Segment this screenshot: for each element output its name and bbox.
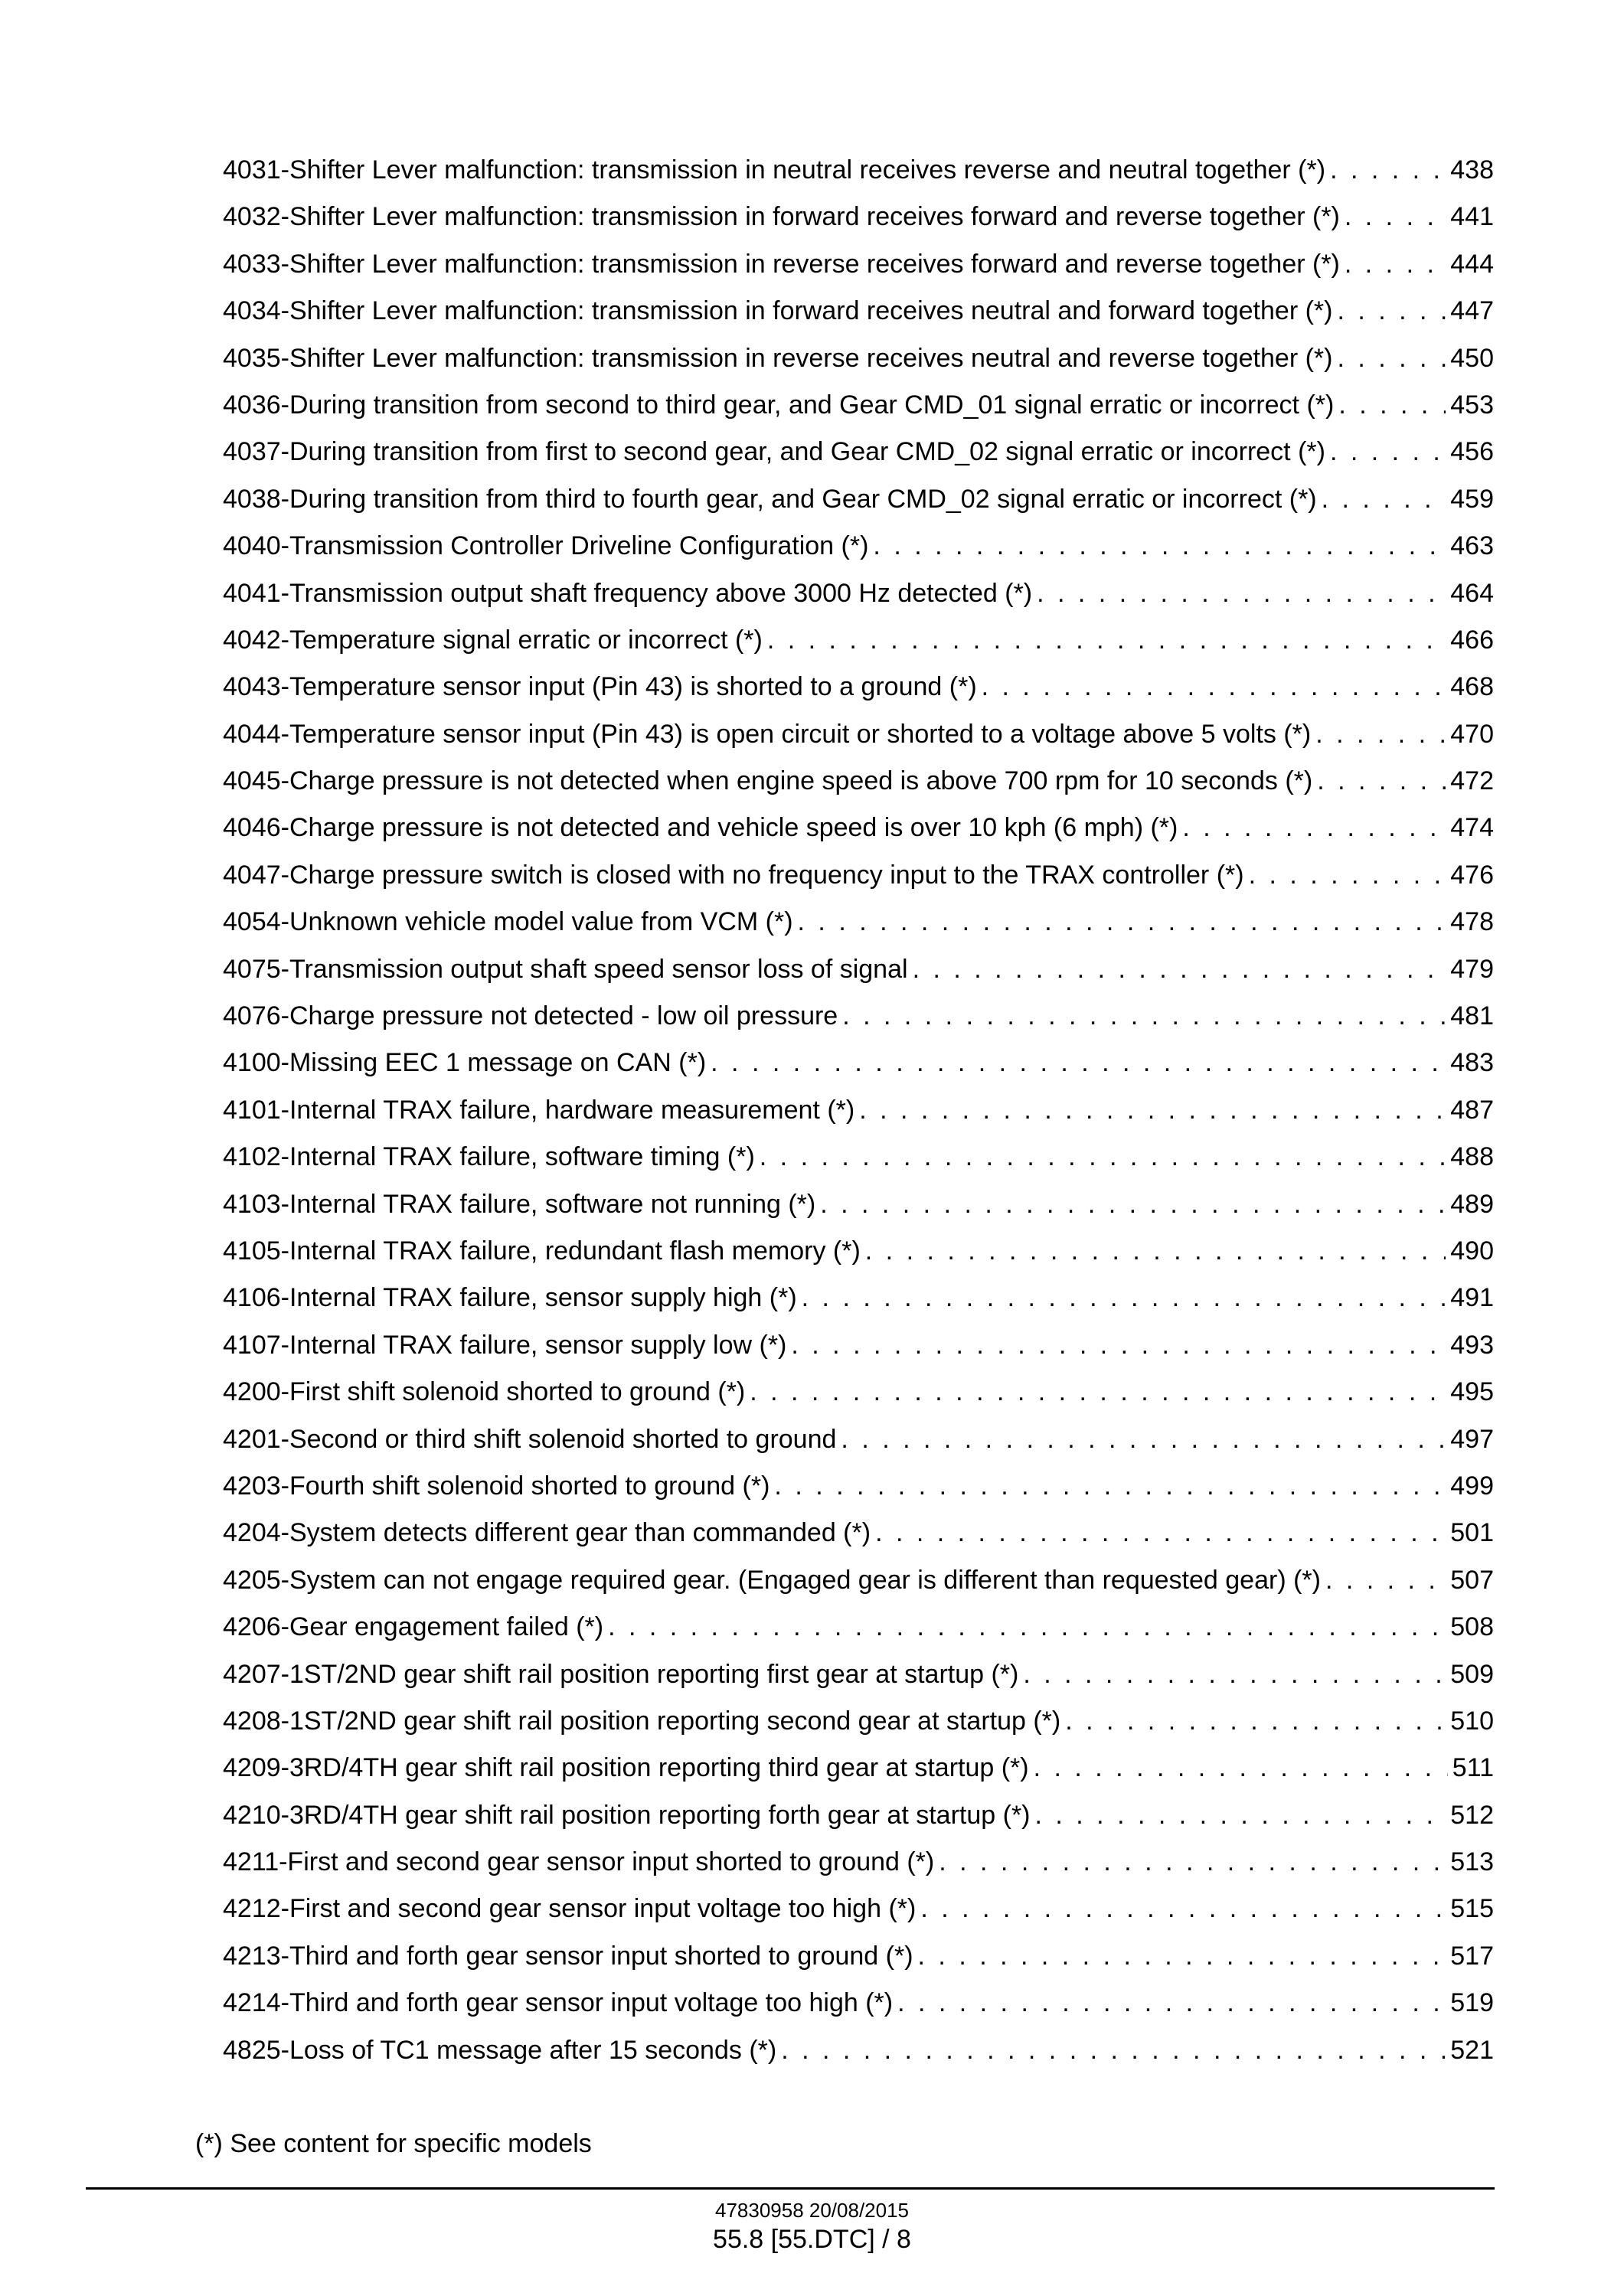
toc-entry-title: 4043-Temperature sensor input (Pin 43) is shorted to a ground (*) [223, 672, 977, 702]
toc-entry[interactable] [223, 147, 1494, 194]
toc-entry[interactable] [223, 1651, 1494, 1698]
toc-entry-page: 450 [1450, 343, 1494, 373]
toc-entry-title: 4037-During transition from first to second gear, and Gear CMD_02 signal erratic or incorrect (*) [223, 437, 1325, 467]
toc-entry[interactable] [223, 1322, 1494, 1369]
toc-entry-page: 459 [1450, 484, 1494, 514]
toc-entry-page: 478 [1450, 907, 1494, 937]
toc-entry[interactable] [223, 1228, 1494, 1275]
toc-entry[interactable] [223, 2027, 1494, 2074]
toc-entry[interactable] [223, 1369, 1494, 1416]
toc-entry-page: 517 [1450, 1941, 1494, 1971]
dot-leader [1065, 1698, 1446, 1745]
footer-page-number: 55.8 [55.DTC] / 8 [713, 2225, 911, 2254]
toc-entry[interactable] [223, 194, 1494, 240]
toc-entry[interactable] [223, 570, 1494, 617]
toc-entry[interactable] [223, 758, 1494, 805]
toc-entry-title: 4102-Internal TRAX failure, software timing (*) [223, 1142, 755, 1172]
toc-entry[interactable] [223, 1416, 1494, 1463]
dot-leader [1330, 429, 1446, 475]
toc-entry-page: 501 [1450, 1518, 1494, 1548]
dot-leader [859, 1087, 1446, 1134]
toc-entry-page: 468 [1450, 672, 1494, 702]
toc-entry-page: 483 [1450, 1048, 1494, 1078]
toc-entry-page: 509 [1450, 1659, 1494, 1689]
toc-entry-title: 4209-3RD/4TH gear shift rail position reporting third gear at startup (*) [223, 1753, 1029, 1783]
toc-entry-page: 497 [1450, 1424, 1494, 1454]
toc-entry-title: 4211-First and second gear sensor input shorted to ground (*) [223, 1847, 935, 1877]
dot-leader [760, 1134, 1446, 1181]
toc-entry[interactable] [223, 1087, 1494, 1134]
toc-entry-page: 441 [1450, 202, 1494, 232]
dot-leader [1322, 476, 1446, 523]
toc-entry[interactable] [223, 1463, 1494, 1510]
toc-entry[interactable] [223, 1604, 1494, 1651]
toc-entry[interactable] [223, 1510, 1494, 1556]
dot-leader [798, 899, 1446, 946]
toc-entry[interactable] [223, 523, 1494, 570]
toc-entry-title: 4054-Unknown vehicle model value from VCM (*) [223, 907, 793, 937]
toc-entry-title: 4210-3RD/4TH gear shift rail position reporting forth gear at startup (*) [223, 1800, 1031, 1830]
toc-entry[interactable] [223, 617, 1494, 664]
dot-leader [1345, 241, 1446, 288]
toc-entry[interactable] [223, 1886, 1494, 1932]
dot-leader [939, 1839, 1446, 1886]
toc-entry-title: 4208-1ST/2ND gear shift rail position reporting second gear at startup (*) [223, 1706, 1061, 1736]
toc-entry-page: 499 [1450, 1471, 1494, 1501]
dot-leader [1035, 1792, 1446, 1839]
toc-entry-page: 508 [1450, 1612, 1494, 1642]
dot-leader [711, 1040, 1446, 1086]
toc-entry-page: 519 [1450, 1988, 1494, 2018]
toc-entry[interactable] [223, 993, 1494, 1040]
dot-leader [820, 1181, 1446, 1228]
toc-entry[interactable] [223, 1181, 1494, 1228]
toc-entry-title: 4204-System detects different gear than commanded (*) [223, 1518, 871, 1548]
toc-entry-page: 453 [1450, 390, 1494, 420]
toc-entry-page: 481 [1450, 1001, 1494, 1031]
dot-leader [1338, 382, 1446, 429]
toc-entry-page: 466 [1450, 625, 1494, 655]
toc-entry-page: 493 [1450, 1330, 1494, 1360]
toc-entry-page: 507 [1450, 1565, 1494, 1595]
toc-entry-title: 4046-Charge pressure is not detected and vehicle speed is over 10 kph (6 mph) (*) [223, 813, 1178, 843]
dot-leader [781, 2027, 1446, 2074]
toc-entry[interactable] [223, 288, 1494, 335]
toc-entry[interactable] [223, 1980, 1494, 2027]
toc-entry-title: 4035-Shifter Lever malfunction: transmission in reverse receives neutral and reverse together (*) [223, 343, 1333, 373]
dot-leader [873, 523, 1446, 570]
toc-entry-title: 4040-Transmission Controller Driveline Configuration (*) [223, 531, 869, 561]
toc-entry-title: 4034-Shifter Lever malfunction: transmission in forward receives neutral and forward together (*) [223, 296, 1333, 326]
toc-entry-page: 476 [1450, 860, 1494, 890]
toc-entry-title: 4045-Charge pressure is not detected when engine speed is above 700 rpm for 10 seconds (*) [223, 766, 1313, 796]
toc-entry-title: 4206-Gear engagement failed (*) [223, 1612, 604, 1642]
dot-leader [897, 1980, 1446, 2027]
dot-leader [791, 1322, 1446, 1369]
toc-entry-page: 510 [1450, 1706, 1494, 1736]
dot-leader [1249, 852, 1446, 899]
toc-entry-title: 4100-Missing EEC 1 message on CAN (*) [223, 1048, 707, 1078]
dot-leader [1337, 288, 1446, 335]
toc-entry[interactable] [223, 1557, 1494, 1604]
toc-entry-title: 4076-Charge pressure not detected - low oil pressure [223, 1001, 838, 1031]
toc-entry-page: 491 [1450, 1283, 1494, 1313]
toc-entry-title: 4033-Shifter Lever malfunction: transmission in reverse receives forward and reverse together (*) [223, 249, 1340, 279]
dot-leader [913, 946, 1446, 993]
toc-entry[interactable] [223, 711, 1494, 758]
toc-entry[interactable] [223, 1698, 1494, 1745]
toc-entry-title: 4200-First shift solenoid shorted to ground (*) [223, 1377, 746, 1407]
dot-leader [1325, 1557, 1446, 1604]
toc-entry[interactable] [223, 1040, 1494, 1086]
toc-entry[interactable] [223, 335, 1494, 382]
toc-entry[interactable] [223, 664, 1494, 710]
dot-leader [802, 1275, 1446, 1321]
toc-entry-title: 4042-Temperature signal erratic or incorrect (*) [223, 625, 763, 655]
dot-leader [918, 1933, 1446, 1980]
toc-entry-page: 511 [1452, 1753, 1494, 1783]
toc-entry-title: 4032-Shifter Lever malfunction: transmission in forward receives forward and reverse together (*) [223, 202, 1340, 232]
toc-entry-title: 4047-Charge pressure switch is closed with no frequency input to the TRAX controller (*) [223, 860, 1244, 890]
toc-entry-title: 4038-During transition from third to fourth gear, and Gear CMD_02 signal erratic or incorrect (*) [223, 484, 1317, 514]
dot-leader [1034, 1745, 1448, 1791]
dot-leader [865, 1228, 1446, 1275]
dot-leader [1315, 711, 1446, 758]
toc-entry-page: 474 [1450, 813, 1494, 843]
toc-entry-page: 463 [1450, 531, 1494, 561]
dot-leader [1182, 805, 1446, 851]
toc-entry-title: 4214-Third and forth gear sensor input voltage too high (*) [223, 1988, 894, 2018]
toc-entry-page: 521 [1450, 2035, 1494, 2065]
toc-entry[interactable] [223, 1933, 1494, 1980]
toc-entry[interactable] [223, 1745, 1494, 1791]
toc-entry[interactable] [223, 1275, 1494, 1321]
toc-entry-title: 4075-Transmission output shaft speed sensor loss of signal [223, 954, 908, 984]
toc-entry-title: 4031-Shifter Lever malfunction: transmission in neutral receives reverse and neutral together (*) [223, 155, 1326, 185]
toc-entry-title: 4205-System can not engage required gear. (Engaged gear is different than requested gear) (*) [223, 1565, 1321, 1595]
toc-entry-page: 488 [1450, 1142, 1494, 1172]
toc-entry[interactable] [223, 946, 1494, 993]
footnote: (*) See content for specific models [195, 2129, 592, 2158]
toc-entry[interactable] [223, 476, 1494, 523]
toc-entry-title: 4825-Loss of TC1 message after 15 seconds (*) [223, 2035, 777, 2065]
footer-document-id: 47830958 20/08/2015 [714, 2199, 910, 2222]
toc-entry-page: 489 [1450, 1189, 1494, 1219]
toc-entry-title: 4106-Internal TRAX failure, sensor supply high (*) [223, 1283, 797, 1313]
toc-entry[interactable] [223, 1839, 1494, 1886]
toc-entry-title: 4101-Internal TRAX failure, hardware measurement (*) [223, 1095, 855, 1125]
dot-leader [920, 1886, 1446, 1932]
dot-leader [608, 1604, 1446, 1651]
toc-entry-page: 487 [1450, 1095, 1494, 1125]
toc-entry-page: 515 [1450, 1894, 1494, 1924]
toc-entry-page: 513 [1450, 1847, 1494, 1877]
dot-leader [1317, 758, 1446, 805]
footer-divider [86, 2187, 1495, 2190]
toc-entry-title: 4041-Transmission output shaft frequency above 3000 Hz detected (*) [223, 578, 1033, 608]
toc-entry-page: 495 [1450, 1377, 1494, 1407]
toc-entry[interactable] [223, 852, 1494, 899]
dot-leader [1023, 1651, 1446, 1698]
table-of-contents [223, 147, 1494, 2074]
toc-entry-page: 512 [1450, 1800, 1494, 1830]
toc-entry[interactable] [223, 382, 1494, 429]
toc-entry-title: 4212-First and second gear sensor input voltage too high (*) [223, 1894, 917, 1924]
toc-entry-page: 472 [1450, 766, 1494, 796]
toc-entry-title: 4213-Third and forth gear sensor input shorted to ground (*) [223, 1941, 913, 1971]
dot-leader [1345, 194, 1446, 240]
toc-entry[interactable] [223, 1134, 1494, 1181]
toc-entry-page: 447 [1450, 296, 1494, 326]
toc-entry-title: 4105-Internal TRAX failure, redundant flash memory (*) [223, 1236, 861, 1266]
toc-entry-page: 456 [1450, 437, 1494, 467]
dot-leader [841, 1416, 1446, 1463]
toc-entry-page: 490 [1450, 1236, 1494, 1266]
toc-entry-title: 4207-1ST/2ND gear shift rail position reporting first gear at startup (*) [223, 1659, 1019, 1689]
toc-entry[interactable] [223, 429, 1494, 475]
toc-entry[interactable] [223, 1792, 1494, 1839]
dot-leader [750, 1369, 1446, 1416]
toc-entry-page: 479 [1450, 954, 1494, 984]
dot-leader [842, 993, 1446, 1040]
toc-entry-title: 4201-Second or third shift solenoid shorted to ground [223, 1424, 837, 1454]
toc-entry[interactable] [223, 899, 1494, 946]
dot-leader [875, 1510, 1446, 1556]
toc-entry-page: 438 [1450, 155, 1494, 185]
toc-entry-page: 470 [1450, 719, 1494, 749]
dot-leader [1337, 335, 1446, 382]
toc-entry[interactable] [223, 241, 1494, 288]
toc-entry-title: 4203-Fourth shift solenoid shorted to ground (*) [223, 1471, 770, 1501]
toc-entry-title: 4103-Internal TRAX failure, software not running (*) [223, 1189, 816, 1219]
toc-entry-title: 4044-Temperature sensor input (Pin 43) is open circuit or shorted to a voltage above 5 volts (*) [223, 719, 1312, 749]
toc-entry-title: 4036-During transition from second to third gear, and Gear CMD_01 signal erratic or incorrect (*) [223, 390, 1335, 420]
toc-entry-title: 4107-Internal TRAX failure, sensor supply low (*) [223, 1330, 787, 1360]
dot-leader [1037, 570, 1446, 617]
toc-entry-page: 444 [1450, 249, 1494, 279]
dot-leader [982, 664, 1446, 710]
dot-leader [1330, 147, 1446, 194]
toc-entry-page: 464 [1450, 578, 1494, 608]
toc-entry[interactable] [223, 805, 1494, 851]
dot-leader [774, 1463, 1446, 1510]
dot-leader [767, 617, 1446, 664]
